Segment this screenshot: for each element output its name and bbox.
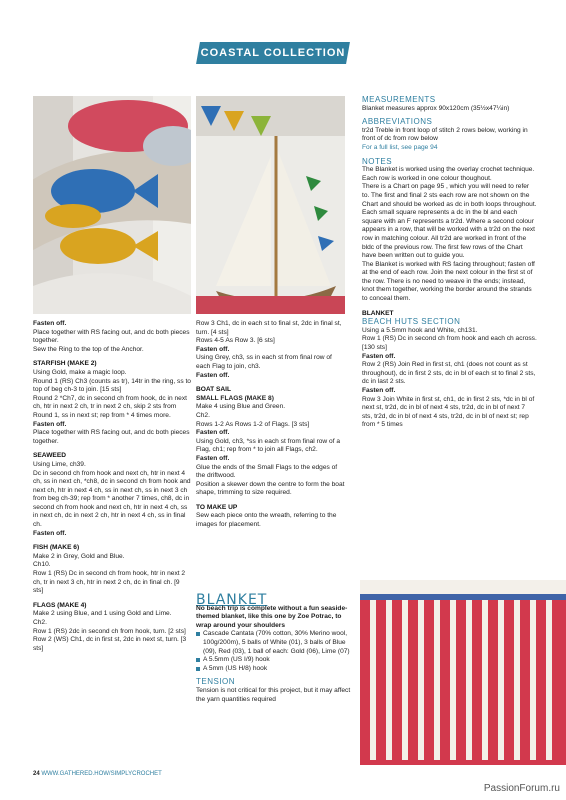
c3-11: BEACH HUTS SECTION — [362, 317, 461, 327]
c2-3: Using Grey, ch3, ss in each st from final row of each Flag to join, ch3. — [196, 354, 332, 370]
c2-5: BOAT SAIL — [196, 386, 232, 394]
c3-17: Row 3 Join White in first st, ch1, dc in first 2 sts, *dc in bl of next st, tr2d, dc in bl of next 4 sts, tr2d, dc in bl of next 7 sts, tr2d, dc in bl of next 4 sts, tr2d, dc in bl of next st; rep from * 5 times — [362, 395, 535, 429]
c3-4: For a full list, see page 94 — [362, 143, 438, 151]
bullet-square-icon — [196, 658, 200, 662]
c2-6: SMALL FLAGS (MAKE 8) — [196, 394, 274, 402]
c2-2: Fasten off. — [196, 345, 230, 353]
c1-8: Place together with RS facing out, and dc both pieces together. — [33, 429, 190, 445]
c3-2: ABBREVIATIONS — [362, 117, 433, 127]
c1-20: Row 1 (RS) 2dc in second ch from hook, turn. [2 sts] — [33, 627, 186, 635]
footer-url: WWW.GATHERED.HOW/SIMPLYCROCHET — [41, 771, 162, 777]
bullet-square-icon — [196, 667, 200, 671]
c1-3: STARFISH (MAKE 2) — [33, 360, 97, 368]
c3-6: The Blanket is worked using the overlay crochet technique. Each row is worked in one colour thoughout. — [362, 166, 535, 182]
bullet-square-icon — [196, 632, 200, 636]
tension-text: Tension is not critical for this project, but it may affect the yarn quantities required — [196, 686, 351, 703]
supply-item: A 5.5mm (US I/9) hook — [196, 656, 356, 665]
c2-16: Sew each piece onto the wreath, referring to the images for placement. — [196, 512, 337, 529]
c2-9: Rows 1-2 As Rows 1-2 of Flags. [3 sts] — [196, 420, 310, 428]
column-starfish — [33, 320, 191, 653]
c1-6: Round 2 *Ch7, dc in second ch from hook, dc in next ch, htr in next 2 ch, tr in next 2 ch, skip 2 sts from Round 1, ss in next st; rep from * 4 times more. — [33, 394, 187, 419]
c1-10: Using Lime, ch39. — [33, 460, 86, 468]
c3-9: The Blanket is worked with RS facing throughout; fasten off at the end of each row. Join the next colour in the first st of the row. There is no need to weave in the ends; instead, knot them together, working the border around the strands to conceal them. — [362, 260, 535, 303]
column-blanket-pattern — [362, 96, 537, 430]
c1-18: Make 2 using Blue, and 1 using Gold and Lime. — [33, 610, 172, 618]
c3-10: BLANKET — [362, 309, 394, 317]
c2-4: Fasten off. — [196, 371, 230, 379]
c3-15: Row 2 (RS) Join Red in first st, ch1 (does not count as st throughout), dc in first 2 sts, dc in bl of each st to final 2 sts, dc in last 2 sts. — [362, 361, 536, 386]
blanket-illustration — [360, 580, 566, 765]
c1-19: Ch2. — [33, 619, 47, 626]
c1-21: Row 2 (WS) Ch1, dc in first st, 2dc in next st, turn. [3 sts] — [33, 636, 187, 652]
watermark: PassionForum.ru — [483, 783, 560, 794]
c3-14: Fasten off. — [362, 352, 396, 360]
photo-blanket — [360, 580, 566, 765]
c1-2: Sew the Ring to the top of the Anchor. — [33, 345, 144, 353]
c3-7: There is a Chart on page 95 , which you will need to refer to. The first and final 2 sts each row are not shown on the Chart and should be worked as dc in both loops throughout. — [362, 183, 537, 208]
blanket-intro — [196, 592, 356, 704]
column-boat-sail — [196, 320, 346, 530]
c2-11: Using Gold, ch3, *ss in each st from final row of a Flag, ch1; rep from * to join all Flags, ch2. — [196, 437, 341, 454]
c3-16: Fasten off. — [362, 387, 396, 394]
c3-5: NOTES — [362, 156, 393, 166]
sailboat-illustration — [196, 96, 345, 314]
c1-5: Round 1 (RS) Ch3 (counts as tr), 14tr in the ring, ss to top of beg ch-3 to join. [15 sts] — [33, 377, 191, 394]
c3-1: Blanket measures approx 90x120cm (35½x47¼in) — [362, 104, 510, 112]
c1-1: Place together with RS facing out, and dc both pieces together. — [33, 328, 190, 345]
c3-13: Row 1 (RS) Dc in second ch from hook and each ch across. [130 sts] — [362, 335, 537, 352]
c3-8: Each small square represents a dc in the bl and each square with an F represents a tr2d. Where a second colour appears in a row, that will be worked with a tr2d on the next row in matching colour. All tr2d are worked in front of the bldc of the previous row. The first few rows of the Chart have been written out to guide you. — [362, 209, 535, 260]
c1-17: FLAGS (MAKE 4) — [33, 601, 87, 609]
c2-8: Ch2. — [196, 411, 210, 419]
c1-13: FISH (MAKE 6) — [33, 544, 80, 552]
c2-1: Rows 4-5 As Row 3. [6 sts] — [196, 337, 275, 345]
banner-text: COASTAL COLLECTION — [200, 47, 346, 59]
c2-14: Position a skewer down the centre to form the boat shape, trimming to size required. — [196, 480, 345, 497]
c2-0: Row 3 Ch1, dc in each st to final st, 2dc in final st, turn. [4 sts] — [196, 320, 342, 336]
section-banner — [196, 42, 350, 64]
c1-12: Fasten off. — [33, 529, 67, 537]
blanket-lead: No beach trip is complete without a fun seaside-themed blanket, like this one by Zoe Potrac, to wrap around your shoulders — [196, 604, 348, 629]
c3-0: MEASUREMENTS — [362, 95, 436, 104]
c1-0: Fasten off. — [33, 320, 67, 327]
supply-item: A 5mm (US H/8) hook — [196, 665, 356, 674]
page-number: 24 — [33, 771, 40, 777]
c2-7: Make 4 using Blue and Green. — [196, 403, 286, 411]
c1-4: Using Gold, make a magic loop. — [33, 368, 127, 376]
c1-16: Row 1 (RS) Dc in second ch from hook, htr in next 2 ch, tr in next 3 ch, htr in next 2 ch, dc in final ch. [9 sts] — [33, 570, 186, 595]
c1-14: Make 2 in Grey, Gold and Blue. — [33, 552, 125, 560]
c1-11: Dc in second ch from hook and next ch, htr in next 4 ch, ss in next ch, *ch8, dc in second ch from hook and next ch, htr in next 4 ch, ss in next ch, ss in next 3 ch from beg ch-39; rep from * another 7 times, ch8, dc in second ch from hook and next ch, htr in next 4 ch, ss in next ch, dc in next 2 ch, htr in next 4 ch, ss in final ch. — [33, 469, 191, 529]
blanket-title: BLANKET — [196, 592, 268, 608]
c1-15: Ch10. — [33, 561, 51, 569]
c2-15: TO MAKE UP — [196, 503, 238, 511]
photo-fish-wreath — [33, 96, 191, 314]
c3-3: tr2d Treble in front loop of stitch 2 rows below, working in front of dc from row below — [362, 126, 528, 143]
c1-9: SEAWEED — [33, 452, 66, 460]
photo-sailboat — [196, 96, 345, 314]
c2-12: Fasten off. — [196, 454, 230, 462]
fish-wreath-illustration — [33, 96, 191, 314]
tension-heading: TENSION — [196, 677, 236, 687]
c3-12: Using a 5.5mm hook and White, ch131. — [362, 326, 478, 334]
supply-item: Cascade Cantata (70% cotton, 30% Merino wool, 100g/200m), 5 balls of White (01), 3 balls of Blue (09), Red (03), 1 ball of each: Gold (06), Lime (07) — [196, 630, 356, 656]
c2-13: Glue the ends of the Small Flags to the edges of the driftwood. — [196, 463, 338, 480]
c1-7: Fasten off. — [33, 420, 67, 428]
page-footer — [33, 771, 162, 777]
c2-10: Fasten off. — [196, 429, 230, 437]
